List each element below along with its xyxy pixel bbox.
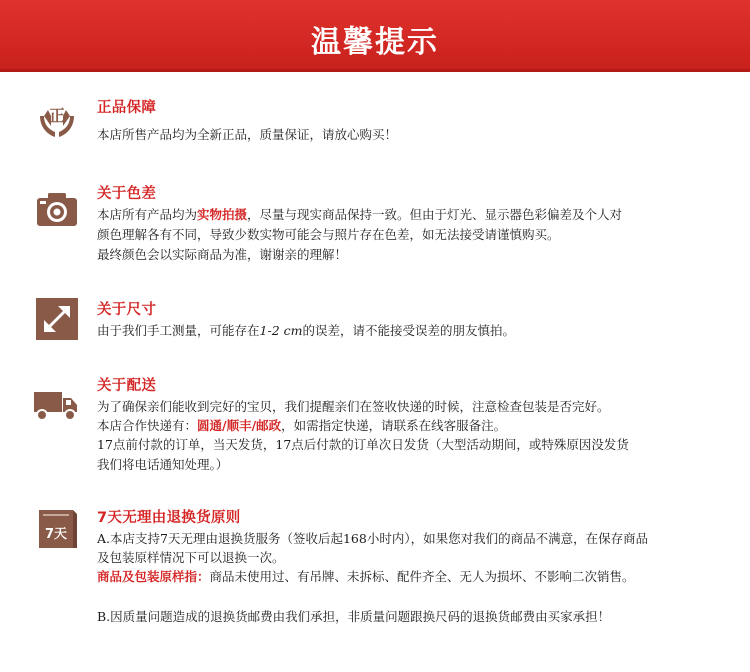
camera-icon [34,186,80,232]
genuine-text: 本店所售产品均为全新正品，质量保证，请放心购买！ [97,127,398,142]
color-line-3: 最终颜色会以实际商品为准，谢谢亲的理解！ [97,247,348,262]
size-heading: 关于尺寸 [97,302,157,318]
delivery-line-3: 17点前付款的订单，当天发货，17点后付款的订单次日发货（大型活动期间，或特殊原因没发货 [97,437,629,452]
genuine-hands-icon [34,96,80,142]
color-line-2: 颜色理解各有不同，导致少数实物可能会与照片存在色差，如无法接受请谨慎购买。 [97,227,560,242]
returns-line-3: 商品及包装原样指：商品未使用过、有吊牌、未拆标、配件齐全、无人为损坏、不影响二次销售。 [97,569,635,584]
header-banner [0,0,750,72]
returns-line-4: B.因质量问题造成的退换货邮费由我们承担，非质量问题跟换尺码的退换货邮费由买家承担！ [97,609,611,624]
calendar-icon-text: 7天 [44,527,68,542]
delivery-line-1: 为了确保亲们能收到完好的宝贝，我们提醒亲们在签收快递的时候，注意检查包装是否完好。 [97,399,610,414]
delivery-line-4: 我们将电话通知处理。） [97,457,229,472]
page-title: 温馨提示 [311,25,439,60]
real-photo-highlight: 实物拍摄 [197,207,248,222]
delivery-heading: 关于配送 [97,378,157,394]
returns-condition-label: 商品及包装原样指： [97,569,210,584]
returns-heading: 7天无理由退换货原则 [97,510,241,526]
delivery-line-2: 本店合作快递有：圆通/顺丰/邮政，如需指定快递，请联系在线客服备注。 [97,418,507,433]
returns-line-1: A.本店支持7天无理由退换货服务（签收后起168小时内），如果您对我们的商品不满意，在保存商品 [97,531,649,546]
color-heading: 关于色差 [97,186,157,202]
seven-day-calendar-icon [34,506,80,552]
genuine-icon-char: 正 [48,106,66,125]
genuine-heading: 正品保障 [97,100,157,116]
courier-list-highlight: 圆通/顺丰/邮政 [197,418,282,433]
color-line-1: 本店所有产品均为实物拍摄，尽量与现实商品保持一致。但由于灯光、显示器色彩偏差及个人对 [97,207,623,222]
resize-arrow-icon [34,296,80,342]
returns-line-2: 及包装原样情况下可以退换一次。 [97,550,285,565]
size-tolerance: 1-2 cm [259,323,303,338]
size-line-1: 由于我们手工测量，可能存在1-2 cm的误差，请不能接受误差的朋友慎拍。 [97,323,515,338]
truck-icon [30,382,82,428]
